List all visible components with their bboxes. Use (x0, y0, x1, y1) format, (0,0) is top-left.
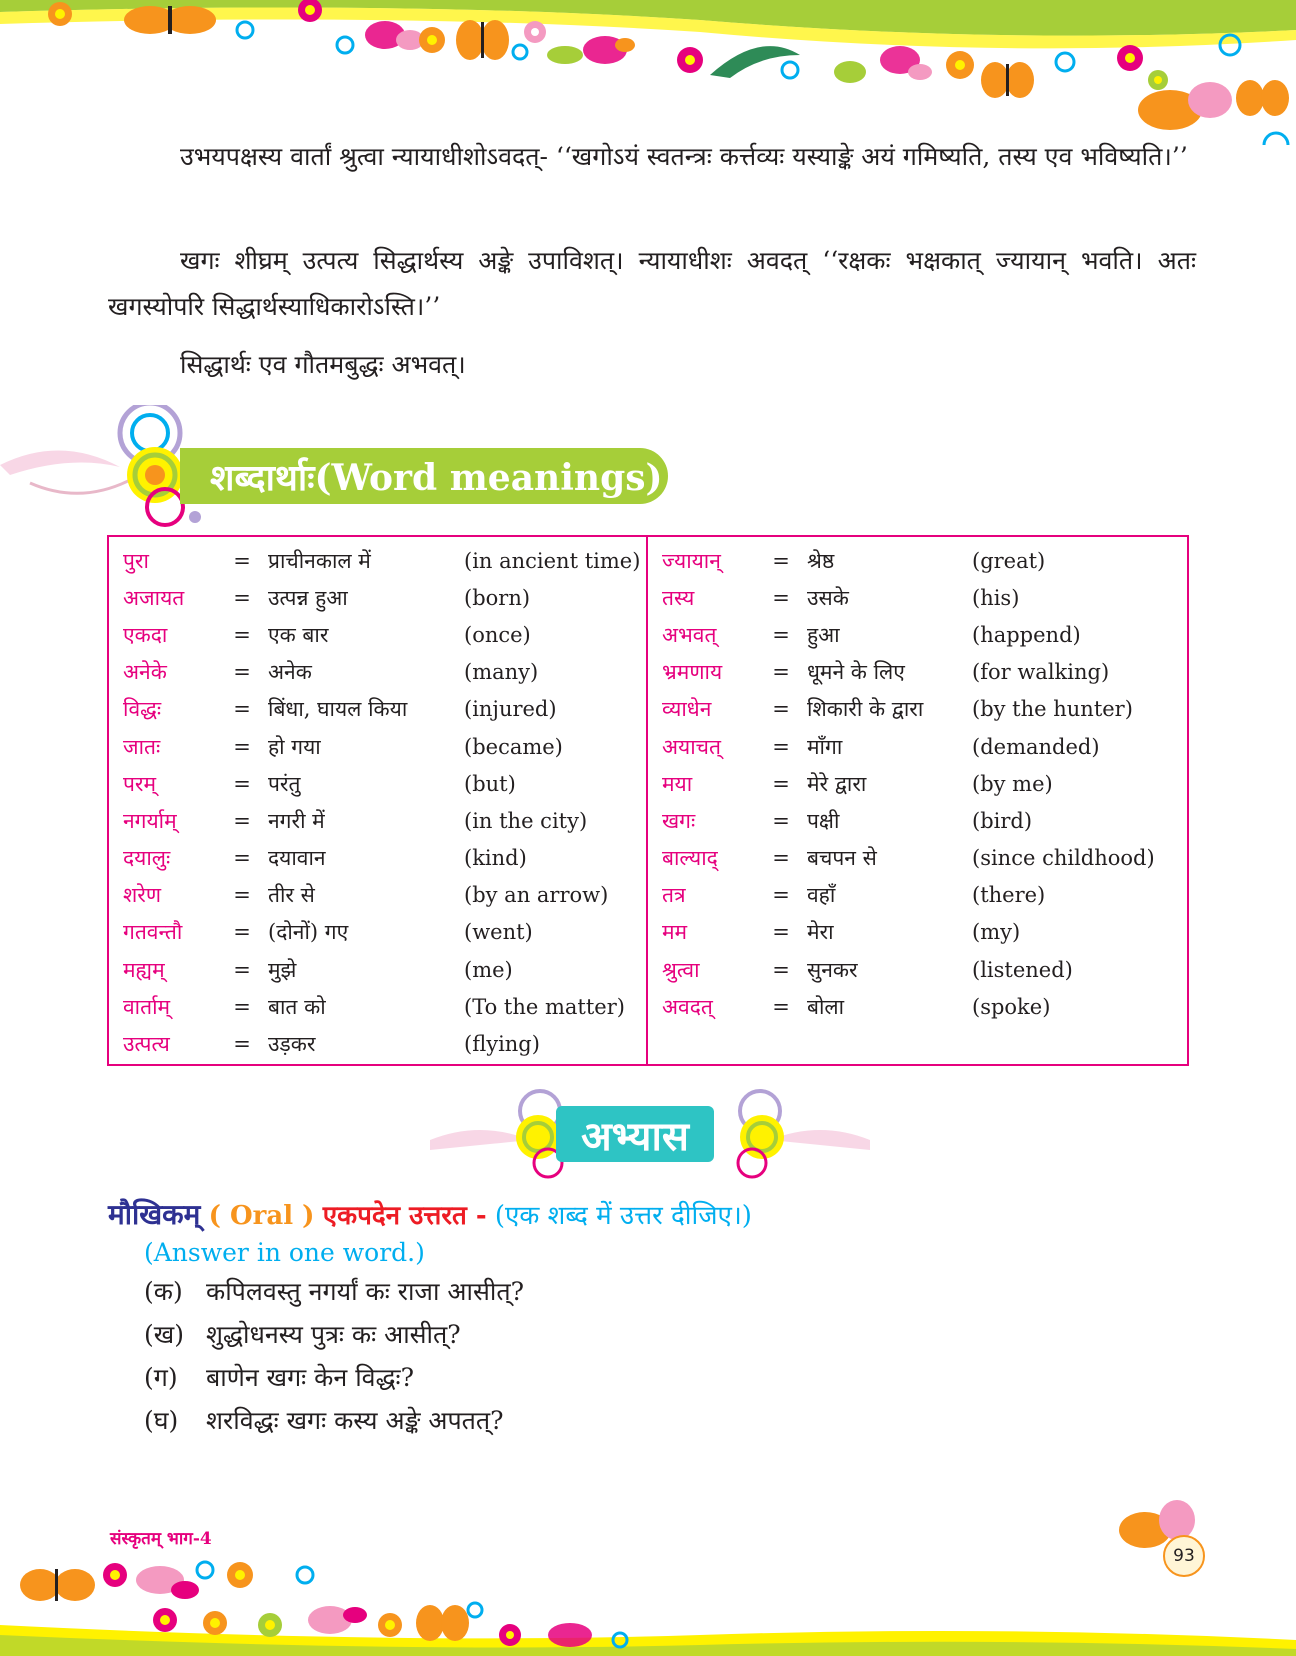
sanskrit-word: शरेण (123, 883, 162, 908)
english-meaning: (injured) (464, 697, 557, 722)
english-meaning: (went) (464, 920, 533, 945)
flower-icon (524, 21, 546, 43)
hindi-meaning: उसके (807, 585, 849, 610)
sanskrit-word: मया (662, 771, 693, 796)
equals-sign: = (772, 883, 790, 908)
hindi-meaning: दयावान (268, 846, 326, 871)
english-meaning: (flying) (464, 1032, 540, 1057)
word-meanings-title: शब्दार्थाः(Word meanings) (210, 456, 663, 499)
sanskrit-word: विद्धः (123, 697, 162, 722)
english-meaning: (since childhood) (972, 846, 1155, 871)
vocab-row (109, 1025, 646, 1062)
english-meaning: (happend) (972, 622, 1081, 647)
equals-sign: = (772, 994, 790, 1019)
oral-hint: (एक शब्द में उत्तर दीजिए।) (494, 1201, 752, 1231)
vocabulary-table (107, 535, 1189, 1066)
vocabulary-column-right (648, 537, 1187, 1064)
sanskrit-word: गतवन्तौ (123, 920, 183, 945)
sanskrit-word: अयाचत् (662, 734, 721, 759)
equals-sign: = (772, 808, 790, 833)
english-meaning: (demanded) (972, 734, 1100, 759)
question-label: (ग) (144, 1363, 178, 1392)
vocab-row (648, 802, 1187, 839)
sanskrit-word: एकदा (123, 622, 168, 647)
sanskrit-word: तत्र (662, 883, 686, 908)
sanskrit-word: तस्य (662, 585, 695, 610)
hindi-meaning: शिकारी के द्वारा (807, 697, 924, 722)
hindi-meaning: मेरे द्वारा (807, 771, 867, 796)
vocab-row (109, 691, 646, 728)
vocab-row (648, 840, 1187, 877)
vocab-row (109, 728, 646, 765)
equals-sign: = (772, 585, 790, 610)
butterfly-icon (880, 46, 932, 80)
word-meanings-heading (180, 448, 668, 504)
english-meaning: (but) (464, 771, 516, 796)
sanskrit-word: पुरा (123, 548, 149, 573)
equals-sign: = (772, 734, 790, 759)
hindi-meaning: प्राचीनकाल में (268, 548, 371, 573)
butterfly-icon (136, 1566, 199, 1599)
sanskrit-word: बाल्याद् (662, 846, 718, 871)
abhyas-heading: अभ्यास (556, 1106, 714, 1162)
top-decorative-border (0, 0, 1296, 145)
equals-sign: = (772, 548, 790, 573)
english-meaning: (by the hunter) (972, 697, 1133, 722)
flower-icon (946, 51, 974, 79)
vocab-row (648, 765, 1187, 802)
butterfly-icon (456, 20, 509, 60)
vocab-row (109, 802, 646, 839)
english-meaning: (To the matter) (464, 994, 625, 1019)
hindi-meaning: हुआ (807, 622, 840, 647)
vocab-row (648, 914, 1187, 951)
english-meaning: (there) (972, 883, 1046, 908)
hindi-meaning: बचपन से (807, 846, 877, 871)
vocab-row (648, 988, 1187, 1025)
sanskrit-word: भ्रमणाय (662, 660, 723, 685)
sanskrit-word: श्रुत्वा (662, 957, 700, 982)
english-meaning: (spoke) (972, 994, 1051, 1019)
hindi-meaning: (दोनों) गए (268, 920, 349, 945)
flower-icon (203, 1611, 227, 1635)
hindi-meaning: बिंधा, घायल किया (268, 697, 408, 722)
vocab-row (648, 877, 1187, 914)
flower-icon (1148, 70, 1168, 90)
equals-sign: = (233, 585, 251, 610)
equals-sign: = (233, 957, 251, 982)
question-item (144, 1399, 524, 1442)
hindi-meaning: मेरा (807, 920, 834, 945)
question-text: शुद्धोधनस्य पुत्रः कः आसीत्? (206, 1320, 461, 1349)
vocab-row (109, 765, 646, 802)
vocab-row (109, 616, 646, 653)
equals-sign: = (772, 957, 790, 982)
flower-icon (153, 1608, 177, 1632)
sanskrit-word: अनेके (123, 660, 167, 685)
flower-icon (499, 1624, 521, 1646)
hindi-meaning: वहाँ (807, 883, 836, 908)
vocab-row (648, 691, 1187, 728)
story-paragraph-3: सिद्धार्थः एव गौतमबुद्धः अभवत्। (180, 350, 466, 379)
english-meaning: (in the city) (464, 808, 588, 833)
sanskrit-word: व्याधेन (662, 697, 712, 722)
equals-sign: = (772, 660, 790, 685)
question-text: कपिलवस्तु नगर्यां कः राजा आसीत्? (206, 1277, 524, 1306)
hindi-meaning: तीर से (268, 883, 315, 908)
equals-sign: = (233, 808, 251, 833)
sanskrit-word: अजायत (123, 585, 185, 610)
vocab-row (109, 542, 646, 579)
vocab-row (109, 877, 646, 914)
flower-icon (419, 27, 445, 53)
english-meaning: (became) (464, 734, 563, 759)
vocab-row (109, 579, 646, 616)
flower-icon (378, 1613, 402, 1637)
question-list (144, 1270, 524, 1442)
answer-hint: (Answer in one word.) (144, 1238, 425, 1267)
sanskrit-word: ज्यायान् (662, 548, 721, 573)
english-meaning: (me) (464, 957, 513, 982)
oral-instruction: एकपदेन उत्तरत - (322, 1201, 487, 1231)
sanskrit-word: जातः (123, 734, 161, 759)
hindi-meaning: अनेक (268, 660, 312, 685)
vocab-row (109, 840, 646, 877)
vocab-row (109, 951, 646, 988)
flower-icon (258, 1613, 282, 1637)
hindi-meaning: सुनकर (807, 957, 858, 982)
story-paragraph-2: खगः शीघ्रम् उत्पत्य सिद्धार्थस्य अङ्के उपाविशत्। न्यायाधीशः अवदत् ‘‘रक्षकः भक्षकात् ज्यायान् भवति। अतः खगस्योपरि सिद्धार्थस्याधिकारोऽस्ति।’’ (108, 246, 1196, 321)
equals-sign: = (233, 920, 251, 945)
butterfly-icon (981, 62, 1034, 98)
question-text: शरविद्धः खगः कस्य अङ्के अपतत्? (206, 1406, 504, 1435)
flower-icon (1117, 45, 1143, 71)
vocab-row (648, 728, 1187, 765)
equals-sign: = (233, 883, 251, 908)
oral-title: मौखिकम् (108, 1198, 201, 1231)
english-meaning: (born) (464, 585, 531, 610)
vocab-row (648, 654, 1187, 691)
english-meaning: (kind) (464, 846, 527, 871)
butterfly-icon (308, 1606, 367, 1634)
oral-label: ( Oral ) (208, 1201, 315, 1231)
hindi-meaning: बोला (807, 994, 845, 1019)
english-meaning: (bird) (972, 808, 1033, 833)
sanskrit-word: मह्यम् (123, 957, 165, 982)
hindi-meaning: माँगा (807, 734, 843, 759)
equals-sign: = (772, 771, 790, 796)
equals-sign: = (233, 697, 251, 722)
hindi-meaning: मुझे (268, 957, 297, 982)
equals-sign: = (233, 1032, 251, 1057)
butterfly-icon (583, 36, 635, 64)
sanskrit-word: मम (662, 920, 688, 945)
butterfly-icon (548, 1623, 592, 1647)
sanskrit-word: दयालुः (123, 846, 171, 871)
equals-sign: = (233, 734, 251, 759)
question-item (144, 1356, 524, 1399)
sanskrit-word: अभवत् (662, 622, 717, 647)
sanskrit-word: परम् (123, 771, 157, 796)
butterfly-icon (20, 1569, 95, 1601)
vocab-row (109, 654, 646, 691)
butterfly-icon (416, 1605, 469, 1641)
sanskrit-word: नगर्याम् (123, 808, 177, 833)
hindi-meaning: एक बार (268, 622, 329, 647)
hindi-meaning: नगरी में (268, 808, 325, 833)
butterfly-icon (1236, 80, 1289, 116)
equals-sign: = (772, 622, 790, 647)
vocab-row (109, 988, 646, 1025)
sanskrit-word: अवदत् (662, 994, 713, 1019)
page-number: 93 (1163, 1535, 1205, 1577)
equals-sign: = (772, 920, 790, 945)
butterfly-icon (124, 6, 216, 34)
flower-icon (103, 1563, 127, 1587)
butterfly-icon (365, 21, 424, 50)
flower-icon (227, 1562, 253, 1588)
vocabulary-column-left (109, 537, 648, 1064)
equals-sign: = (772, 846, 790, 871)
equals-sign: = (233, 846, 251, 871)
equals-sign: = (233, 994, 251, 1019)
question-item (144, 1270, 524, 1313)
english-meaning: (by an arrow) (464, 883, 609, 908)
hindi-meaning: श्रेष्ठ (807, 548, 835, 573)
vocab-row (648, 951, 1187, 988)
hindi-meaning: हो गया (268, 734, 321, 759)
flower-icon (677, 47, 703, 73)
english-meaning: (for walking) (972, 660, 1110, 685)
english-meaning: (by me) (972, 771, 1053, 796)
hindi-meaning: पक्षी (807, 808, 840, 833)
question-label: (घ) (144, 1406, 179, 1435)
english-meaning: (once) (464, 622, 531, 647)
english-meaning: (his) (972, 585, 1020, 610)
flower-icon (48, 2, 72, 26)
vocab-row (109, 914, 646, 951)
hindi-meaning: उत्पन्न हुआ (268, 585, 348, 610)
question-label: (ख) (144, 1320, 184, 1349)
sanskrit-word: खगः (662, 808, 696, 833)
vocab-row (648, 542, 1187, 579)
vocab-row (648, 579, 1187, 616)
hindi-meaning: बात को (268, 994, 326, 1019)
hindi-meaning: धूमने के लिए (807, 660, 905, 685)
sanskrit-word: उत्पत्य (123, 1032, 170, 1057)
hindi-meaning: परंतु (268, 771, 301, 796)
oral-exercise-heading (108, 1195, 752, 1233)
english-meaning: (my) (972, 920, 1021, 945)
book-title: संस्कृतम् भाग-4 (110, 1529, 212, 1549)
english-meaning: (great) (972, 548, 1046, 573)
equals-sign: = (233, 660, 251, 685)
hindi-meaning: उड़कर (268, 1032, 316, 1057)
story-paragraph-1: उभयपक्षस्य वार्तां श्रुत्वा न्यायाधीशोऽवदत्- ‘‘खगोऽयं स्वतन्त्रः कर्त्तव्यः यस्याङ्के अयं गमिष्यति, तस्य एव भविष्यति।’’ (180, 142, 1188, 171)
vocab-row (648, 616, 1187, 653)
english-meaning: (listened) (972, 957, 1073, 982)
equals-sign: = (233, 771, 251, 796)
sanskrit-word: वार्ताम् (123, 994, 171, 1019)
english-meaning: (many) (464, 660, 539, 685)
question-text: बाणेन खगः केन विद्धः? (206, 1363, 414, 1392)
equals-sign: = (233, 622, 251, 647)
butterfly-icon (1138, 82, 1232, 130)
equals-sign: = (772, 697, 790, 722)
question-item (144, 1313, 524, 1356)
equals-sign: = (233, 548, 251, 573)
bottom-decorative-border (0, 1545, 1296, 1656)
english-meaning: (in ancient time) (464, 548, 641, 573)
question-label: (क) (144, 1277, 183, 1306)
